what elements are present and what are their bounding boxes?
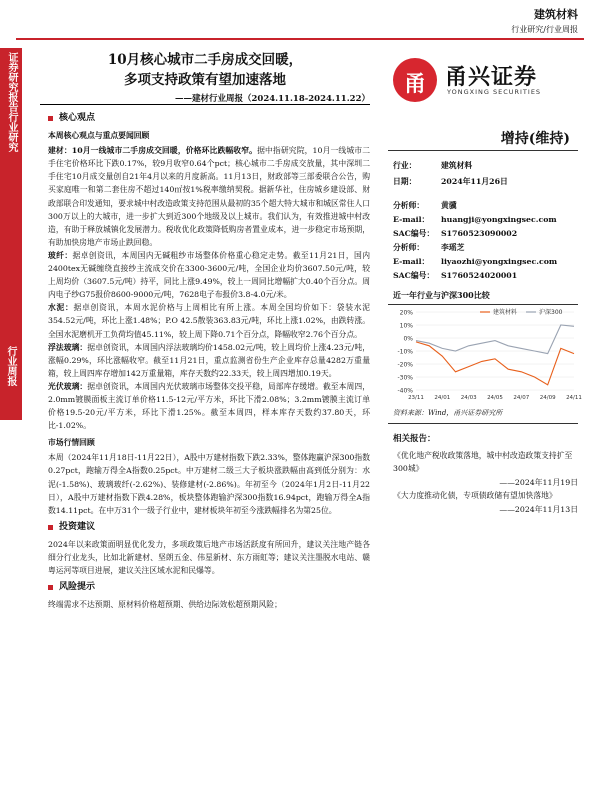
core-subheading: 本周核心观点与重点要闻回顾 [48,131,150,141]
subtitle-rule [40,104,370,105]
sidebar-top-text [4,52,18,152]
main-column [48,108,370,611]
company-logo [393,58,558,102]
y-tick-label: -40% [397,387,413,395]
y-tick-label: 0% [403,335,413,343]
info-email2: E-mail： liyaozhi@yongxingsec.com [393,257,558,266]
sidebar-bottom-text: 行业周报 [5,346,16,386]
header-category: 建筑材料 [534,8,578,21]
sidebar-industry: 行业研究 [6,112,17,152]
glass-fiber-paragraph: 玻纤：据卓创资讯，本周国内无碱粗纱市场整体价格重心稳定走势。截至11月21日，国内2400tex无碱缠绕直接纱主流成交价在3300-3600元/吨，全国企业均价3607.50元/吨，较上周均价（3607.5元/吨）持平，同比上涨9.49%，较上一周同比增幅扩大0.40个百分点。周内电子纱G75报价8600-9000元/吨，7628电子布报价3.8-4.0元/米。 [48,250,371,300]
header-subtitle: 行业研究/行业周报 [511,25,578,34]
y-tick-label: -30% [397,374,413,382]
y-tick-label: 10% [399,322,413,330]
y-tick-label: -20% [397,361,413,369]
header-rule [16,38,584,40]
info-date: 日期： 2024年11月26日 [393,177,508,186]
x-tick-label: 24/09 [539,395,556,401]
title-line-2: 多项支持政策有望加速落地 [124,72,286,88]
info-analyst2: 分析师： 李瑶芝 [393,243,465,252]
section-core: 核心观点 [48,112,370,125]
building-paragraph: 建材：10月一线城市二手房成交回暖，价格环比跌幅收窄。据中指研究院，10月一线城市二手住宅价格环比下跌0.17%，较9月收窄0.64个pct；核心城市二手房成交放量，其中深圳二手住宅10月成交量创自21年4月以来的月度新高。11月13日，财政部等三部委联合公告，购买家庭唯一和第二套住房不超过140㎡按1%税率缴纳契税。据新华社，住房城乡建设部、财政部联合印发通知，要求城中村改造政策支持范围从最初的35个超大特大城市和城区常住人口300万以上的大城市，进一步扩大到近300个地级及以上城市。我们认为，有效推进城中村改造，有助于释放城镇化发展潜力。税收优化政策降低购房者置业成本，进一步稳定市场预期，有助加快房地产市场止跌回稳。 [48,146,371,247]
related-date-1: ——2024年11月19日 [499,477,578,487]
related-item-1[interactable]: 《优化地产税收政策落地，城中村改造政策支持扩至300城》 [393,450,573,473]
x-tick-label: 24/11 [566,395,582,401]
info-sac1: SAC编号： S1760523090002 [393,229,518,238]
chart-title-rule [388,304,578,305]
x-tick-label: 24/05 [487,395,503,401]
y-tick-label: 20% [399,309,413,317]
rating-rule [388,150,578,151]
section-marker-icon [48,585,53,590]
info-email1: E-mail： huangji@yongxingsec.com [393,215,557,224]
logo-mark-icon: 甬 [393,58,437,102]
info-sac2: SAC编号： S1760524020001 [393,271,518,280]
solar-glass-paragraph: 光伏玻璃：据卓创资讯，本周国内光伏玻璃市场整体交投平稳，局部库存缓增。截至本周四，2.0mm镀膜面板主流订单价格11.5-12元/平方米，环比下滑2.08%；3.2mm镀膜主流订单价格19.5-20元/平方米，环比下滑1.25%。截至本周四，样本库存天数约37.80天，环比-1.02%。 [48,381,371,431]
market-heading: 市场行情回顾 [48,438,95,448]
legend-label-1: 建筑材料 [493,309,518,316]
info-analyst1: 分析师： 黄骥 [393,201,457,210]
related-title: 相关报告： [393,434,436,444]
x-tick-label: 23/11 [408,395,424,401]
risk-paragraph: 终端需求不达预期、原材料价格超预期、供给边际效松超预期风险； [48,600,282,610]
related-date-2: ——2024年11月13日 [499,504,578,514]
x-tick-label: 24/07 [513,395,530,401]
market-paragraph: 本周（2024年11月18日-11月22日），A股中万建材指数下跌2.33%，整体跑赢沪深300指数0.27pct，跑输万得全A指数0.25pct。中万建材二级三大子板块涨跌幅由高到低分别为：水泥(-1.58%)、玻璃玻纤(-2.62%)、装修建材(-2.86%)。年初至今（2024年1月2日-11月22日），A股中万建材指数下跌4.28%，板块整体跑输沪深300指数16.94pct，跑输万得全A指数14.11pct。在中万31个一级子行业中，建材板块年初至今涨跌幅排名为第25位。 [48,453,370,515]
legend-label-2: 沪深300 [539,309,563,316]
logo-english: YONGXING SECURITIES [447,88,542,96]
x-tick-label: 24/01 [434,395,451,401]
section-marker-icon [48,116,53,121]
report-title [40,50,370,90]
section-risk: 风险提示 [48,581,370,594]
section-invest: 投资建议 [48,521,370,534]
series-line-2 [416,325,574,354]
title-line-1: 10月核心城市二手房成交回暖， [107,52,303,68]
related-reports [393,433,578,516]
related-item-2[interactable]: 《大力度推动化债，专项债政储有望加快落地》 [393,491,557,500]
section-marker-icon [48,525,53,530]
float-glass-paragraph: 浮法玻璃：据卓创资讯，本周国内浮法玻璃均价1458.02元/吨，较上周均价上涨4.23元/吨，涨幅0.29%，环比涨幅收窄。截至11月21日，重点监测省份生产企业库存总量4282万重量箱，较上周四库存增加142万重量箱，库存天数约22.33天，较上周四增加0.19天。 [48,342,370,378]
logo-name: 甬兴证券 [445,64,538,90]
comparison-chart [388,306,582,406]
x-tick-label: 24/03 [460,395,477,401]
report-subtitle: ——建材行业周报（2024.11.18-2024.11.22） [175,94,370,104]
chart-title: 近一年行业与沪深300比较 [393,290,490,300]
y-tick-label: -10% [397,348,413,356]
chart-source: 资料来源：Wind，甬兴证券研究所 [393,409,503,417]
sidebar-report-type: 证券研究报告 [6,52,17,112]
rating: 增持(维持) [500,131,570,147]
cement-paragraph: 水泥：据卓创资讯，本周水泥价格与上周相比有所上涨。本周全国均价如下：袋装水泥354.52元/吨，环比上涨1.48%；P.O 42.5散装363.83元/吨，环比上涨1.02%，由跌转涨。全国水泥磨机开工负荷均值45.11%，较上周下降0.71个百分点，降幅收窄2.76个百分点。 [48,303,371,339]
chart-source-rule [388,423,578,424]
info-industry: 行业： 建筑材料 [393,161,473,170]
invest-paragraph: 2024年以来政策面明显优化发力，多项政策后地产市场活跃度有所回升，建议关注地产链各细分行业龙头，比如北新建材、坚朗五金、伟星新材、东方雨虹等；建议关注墨脱水电站、赣粤运河等项目进展，建议关注区域水泥和民爆等。 [48,539,370,576]
